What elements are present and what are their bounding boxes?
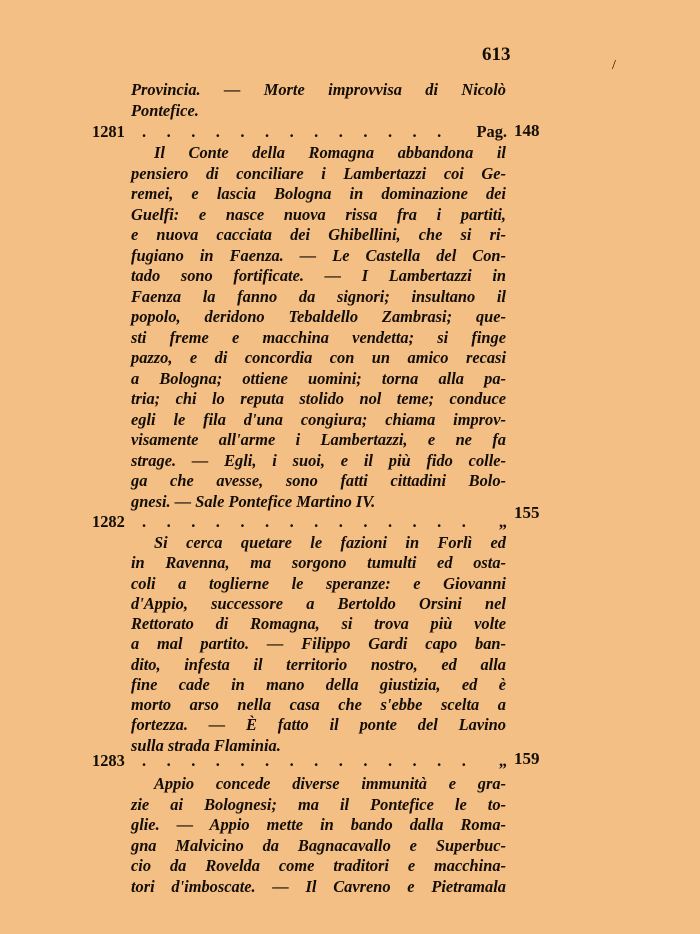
page-ref-label: Pag. [476, 122, 507, 141]
text-line: tado sono fortificate. — I Lambertazzi in [131, 266, 506, 285]
page-ref-label: „ [498, 512, 507, 531]
text-line: gna Malvicino da Bagnacavallo e Superbuc- [131, 836, 506, 855]
text-line: Appio concede diverse immunità e gra- [154, 774, 506, 793]
text-line: egli le fila d'una congiura; chiama improv- [131, 410, 506, 429]
text-line: tori d'imboscate. — Il Cavreno e Pietramala [131, 877, 506, 896]
text-line: Faenza la fanno da signori; insultano il [131, 287, 506, 306]
text-line: a Bologna; ottiene uomini; torna alla pa- [131, 369, 506, 388]
text-line: dito, infesta il territorio nostro, ed alla [131, 655, 506, 674]
entry-year: 1283 [92, 751, 125, 770]
leader-dots: . . . . . . . . . . . . . . [142, 751, 475, 770]
text-line: cio da Rovelda come traditori e macchina- [131, 856, 506, 875]
text-line: morto arso nella casa che s'ebbe scelta a [131, 695, 506, 714]
margin-mark: / [612, 58, 616, 73]
text-line: pensiero di conciliare i Lambertazzi coi Ge- [131, 164, 506, 183]
entry-page-number: 155 [514, 503, 540, 522]
entry-page-number: 148 [514, 121, 540, 140]
text-line: Si cerca quetare le fazioni in Forlì ed [154, 533, 506, 552]
text-line: glie. — Appio mette in bando dalla Roma- [131, 815, 506, 834]
text-line: in Ravenna, ma sorgono tumulti ed osta- [131, 553, 506, 572]
text-line: d'Appio, successore a Bertoldo Orsini nel [131, 594, 506, 613]
text-line: Il Conte della Romagna abbandona il [154, 143, 506, 162]
page-ref-label: „ [498, 751, 507, 770]
text-line: coli a toglierne le speranze: e Giovanni [131, 574, 506, 593]
entry-year: 1281 [92, 122, 125, 141]
text-line: zie ai Bolognesi; ma il Pontefice le to- [131, 795, 506, 814]
leader-dots: . . . . . . . . . . . . . [142, 122, 450, 141]
entry-page-number: 159 [514, 749, 540, 768]
entry-header [92, 122, 507, 142]
page-number: 613 [482, 44, 511, 65]
text-line: pazzo, e di concordia con un amico recasi [131, 348, 506, 367]
text-line: fine cade in mano della giustizia, ed è [131, 675, 506, 694]
text-line: tria; chi lo reputa stolido nol teme; conduce [131, 389, 506, 408]
text-line: strage. — Egli, i suoi, e il più fido colle- [131, 451, 506, 470]
entry-header [92, 751, 507, 771]
text-line: remei, e lascia Bologna in dominazione dei [131, 184, 506, 203]
text-line: e nuova cacciata dei Ghibellini, che si ri- [131, 225, 506, 244]
text-line: visamente all'arme i Lambertazzi, e ne fa [131, 430, 506, 449]
text-line: gnesi. — Sale Pontefice Martino IV. [131, 492, 376, 511]
text-line: Guelfi: e nasce nuova rissa fra i partiti, [131, 205, 506, 224]
entry-header [92, 512, 507, 532]
leader-dots: . . . . . . . . . . . . . . [142, 512, 475, 531]
text-line: sulla strada Flaminia. [131, 736, 281, 755]
text-line: fortezza. — È fatto il ponte del Lavino [131, 715, 506, 734]
text-line: popolo, deridono Tebaldello Zambrasi; que- [131, 307, 506, 326]
text-line: Pontefice. [131, 101, 199, 120]
text-line: a mal partito. — Filippo Gardi capo ban- [131, 634, 506, 653]
text-line: Rettorato di Romagna, si trova più volte [131, 614, 506, 633]
text-line: fugiano in Faenza. — Le Castella del Con- [131, 246, 506, 265]
entry-year: 1282 [92, 512, 125, 531]
text-line: ga che avesse, sono fatti cittadini Bolo- [131, 471, 506, 490]
text-line: sti freme e macchina vendetta; si finge [131, 328, 506, 347]
text-line: Provincia. — Morte improvvisa di Nicolò [131, 80, 506, 99]
